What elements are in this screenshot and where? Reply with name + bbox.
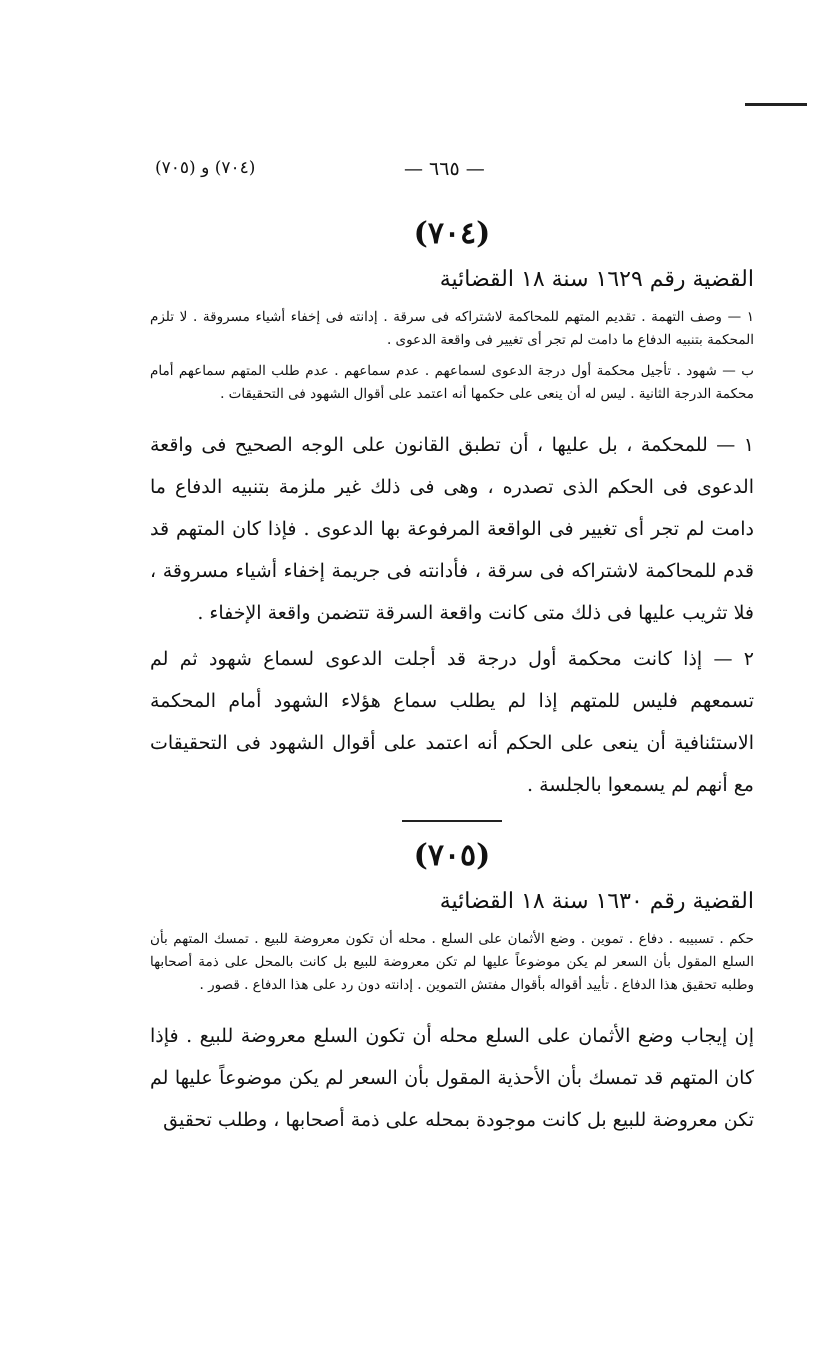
case-title: القضية رقم ١٦٣٠ سنة ١٨ القضائية [439, 889, 754, 914]
case-number: (٧٠٥) [413, 838, 491, 873]
case-section [150, 216, 754, 806]
case-summary-item: ب — شهود . تأجيل محكمة أول درجة الدعوى لسماعهم . عدم سماعهم . عدم طلب المتهم سماعهم أمام محكمة الدرجة الثانية . ليس له أن ينعى على حكمها أنه اعتمد على أقوال الشهود فى التحقيقات . [150, 363, 754, 402]
section-divider [402, 820, 502, 822]
header-cases-reference: (٧٠٤) و (٧٠٥) [155, 158, 256, 178]
page-number: — ٦٦٥ — [404, 158, 485, 180]
case-section [150, 838, 754, 1141]
case-body-paragraph: ٢ — إذا كانت محكمة أول درجة قد أجلت الدعوى لسماع شهود ثم لم تسمعهم فليس للمتهم إذا لم يطلب سماع هؤلاء الشهود أمام المحكمة الاستئنافية أن ينعى على الحكم أنه اعتمد على أقوال الشهود فى التحقيقات مع أنهم لم يسمعوا بالجلسة . [150, 648, 754, 796]
case-number: (٧٠٤) [413, 216, 491, 251]
case-summary-item: حكم . تسبيبه . دفاع . تموين . وضع الأثمان على السلع . محله أن تكون معروضة للبيع . تمسك المتهم بأن السلع المقول بأن السعر لم يكن موضوعاً عليها لم تكن معروضة للبيع بل كانت بالمحل على ذمة أصحابها وطلبه تحقيق هذا الدفاع . تأييد أقواله بأقوال مفتش التموين . إدانته دون رد على هذا الدفاع . قصور . [150, 931, 754, 993]
top-edge-rule [745, 103, 807, 106]
case-body-paragraph: ١ — للمحكمة ، بل عليها ، أن تطبق القانون على الوجه الصحيح فى واقعة الدعوى فى الحكم الذى تصدره ، وهى فى ذلك غير ملزمة بتنبيه الدفاع ما دامت لم تجر أى تغيير فى الواقعة المرفوعة بها الدعوى . فإذا كان المتهم قد قدم للمحاكمة لاشتراكه فى سرقة ، فأدانته فى جريمة إخفاء أشياء مسروقة ، فلا تثريب عليها فى ذلك متى كانت واقعة السرقة تتضمن واقعة الإخفاء . [150, 434, 754, 624]
case-summary-item: ١ — وصف التهمة . تقديم المتهم للمحاكمة لاشتراكه فى سرقة . إدانته فى إخفاء أشياء مسروقة . لا تلزم المحكمة بتنبيه الدفاع ما دامت لم تجر أى تغيير فى واقعة الدعوى . [150, 309, 754, 348]
page-header [0, 158, 827, 188]
case-title: القضية رقم ١٦٢٩ سنة ١٨ القضائية [439, 267, 754, 292]
case-body-paragraph: إن إيجاب وضع الأثمان على السلع محله أن تكون السلع معروضة للبيع . فإذا كان المتهم قد تمسك بأن الأحذية المقول بأن السعر لم يكن موضوعاً عليها لم تكن معروضة للبيع بل كانت موجودة بمحله على ذمة أصحابها ، وطلب تحقيق [150, 1025, 754, 1131]
page-content [150, 216, 754, 1145]
